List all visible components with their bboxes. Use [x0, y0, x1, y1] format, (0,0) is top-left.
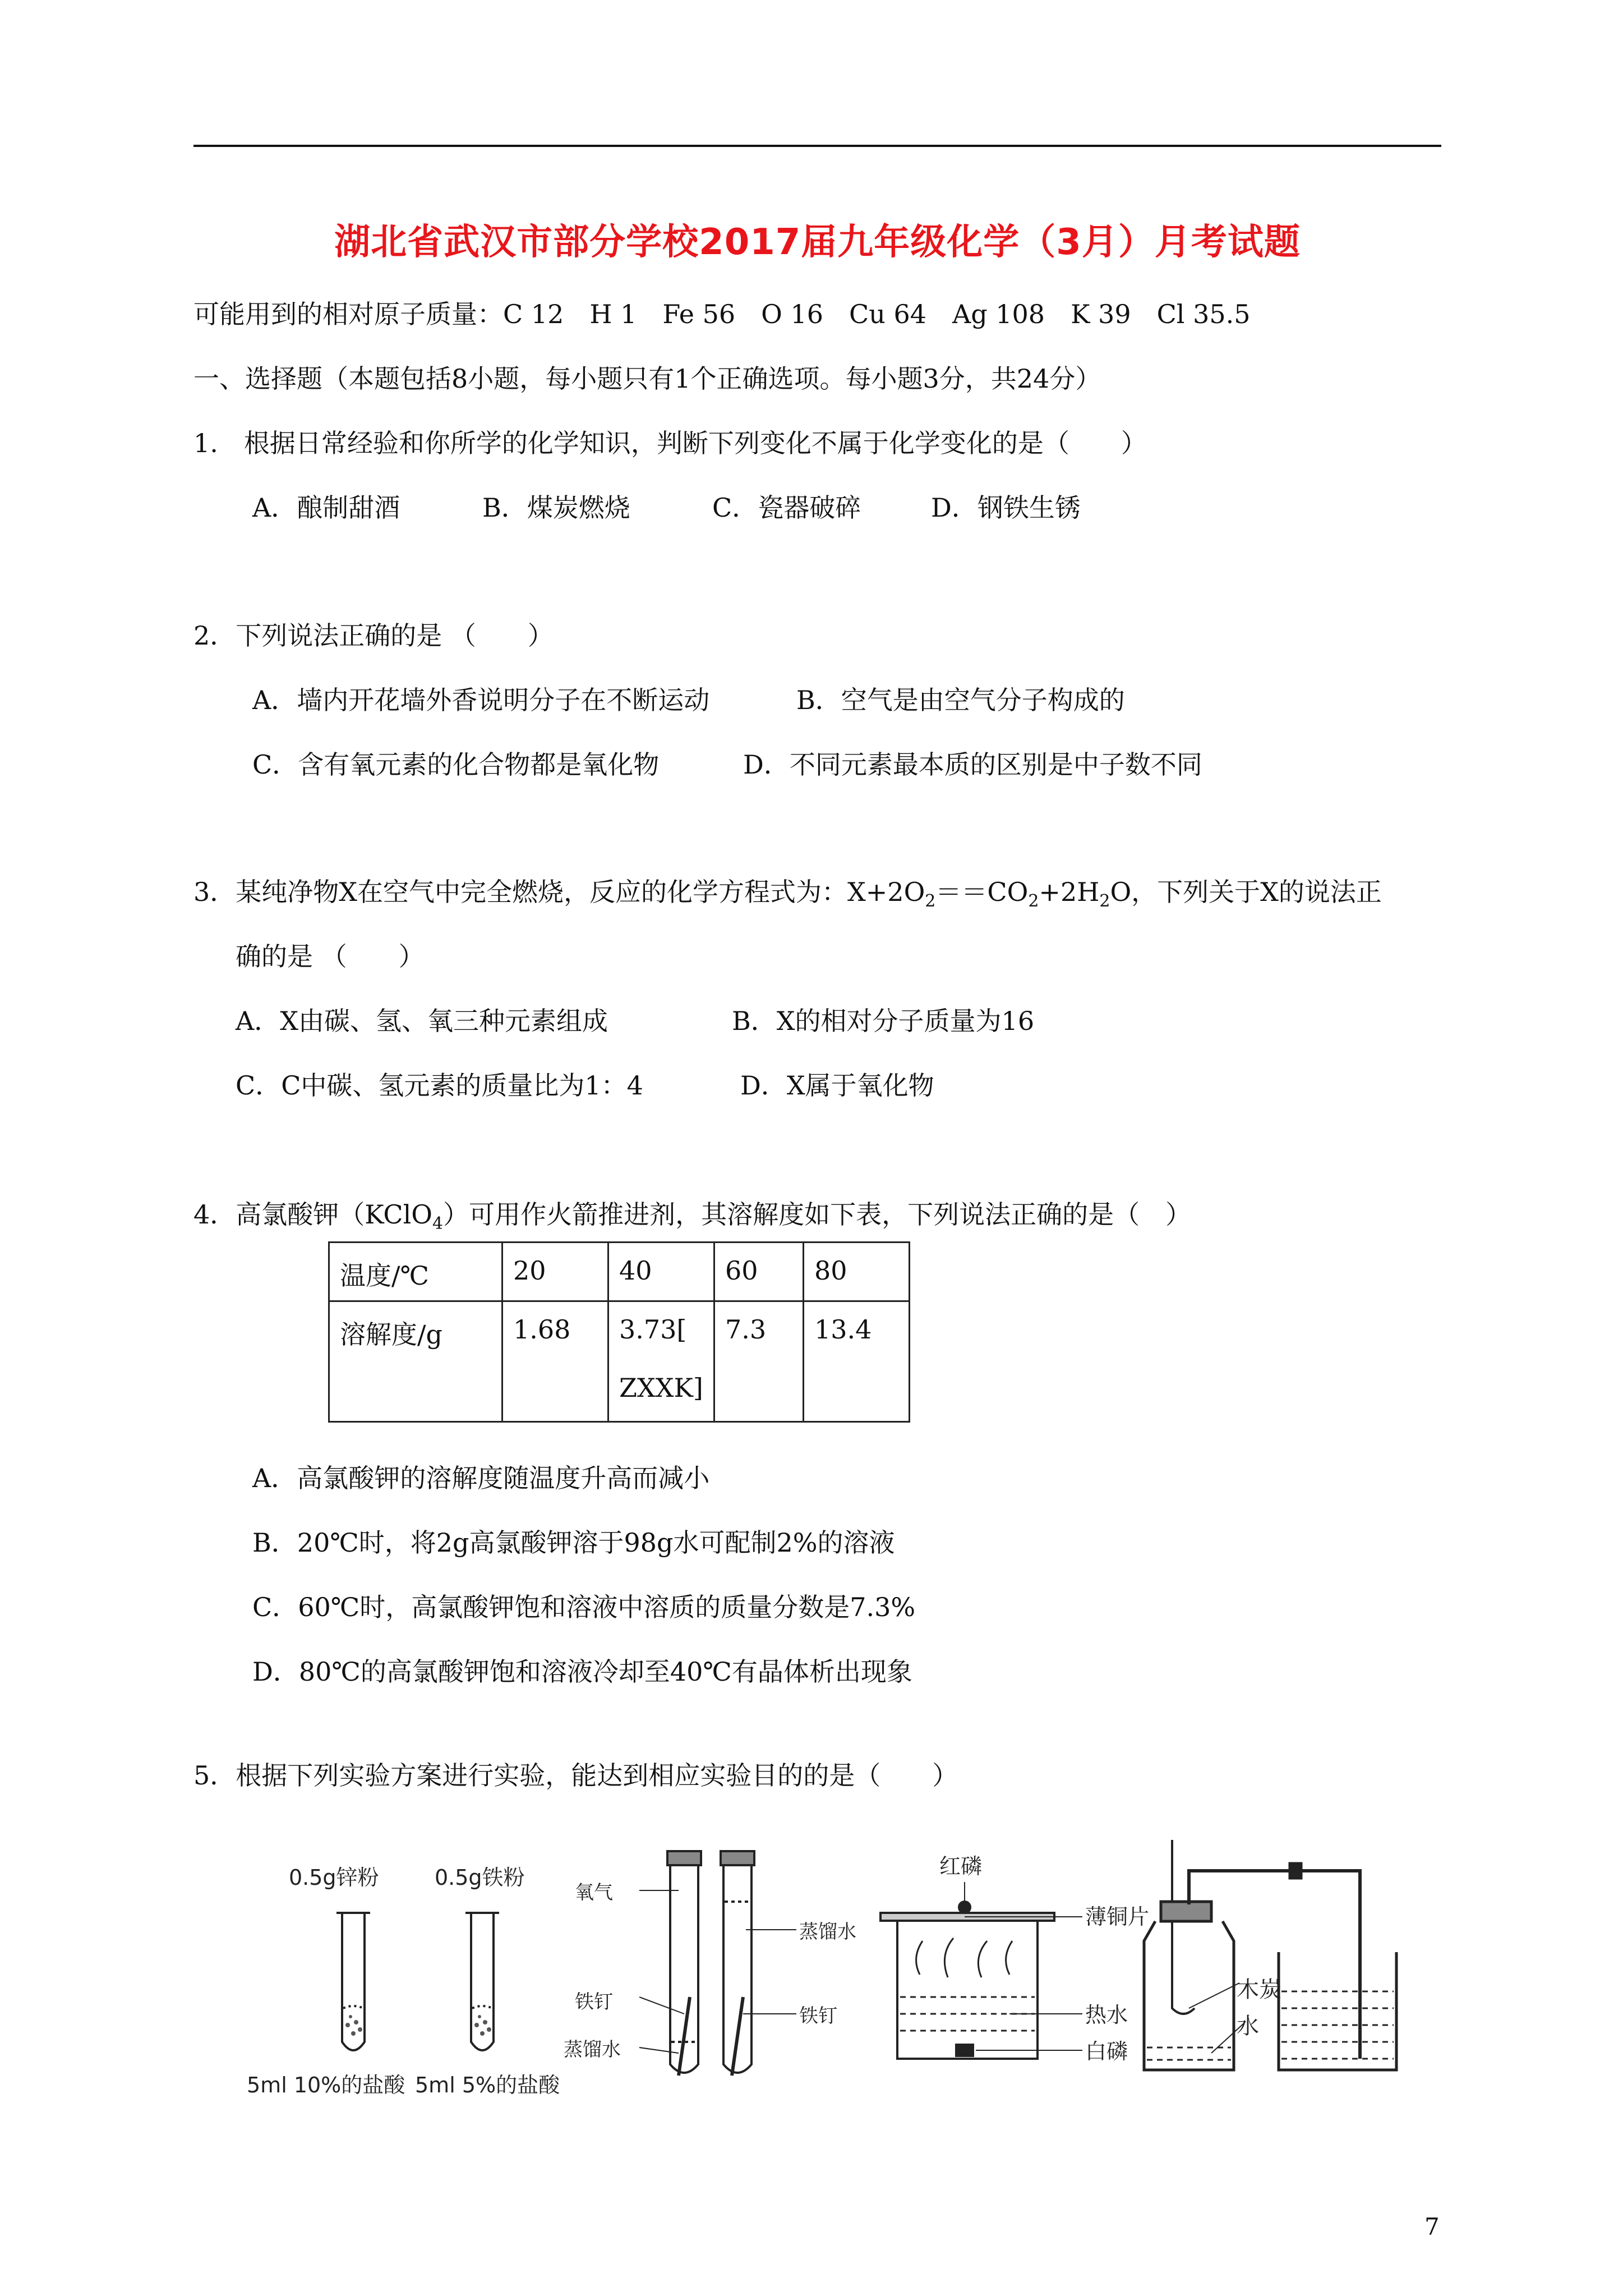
page-number: 7 — [1424, 2213, 1440, 2240]
q3-option-c: C．C中碳、氢元素的质量比为1：4 — [236, 1070, 643, 1101]
beaker — [897, 1921, 1038, 2059]
figure-iron-rust — [564, 1851, 856, 2076]
table-cell: 溶解度/g — [329, 1301, 502, 1422]
q2-option-d: D．不同元素最本质的区别是中子数不同 — [743, 749, 1202, 780]
q2-option-b: B．空气是由空气分子构成的 — [796, 685, 1125, 715]
label-nail-1: 铁钉 — [575, 1991, 613, 2013]
clamp — [1290, 1864, 1301, 1878]
table-cell: 20 — [502, 1243, 608, 1301]
section-heading: 一、选择题（本题包括8小题，每小题只有1个正确选项。每小题3分，共24分） — [193, 364, 1101, 394]
atomic-masses: 可能用到的相对原子质量：C 12 H 1 Fe 56 O 16 Cu 64 Ag 108 K 39 Cl 35.5 — [193, 299, 1251, 329]
q1-stem: 1. 根据日常经验和你所学的化学知识，判断下列变化不属于化学变化的是（ ） — [193, 428, 1147, 458]
figure-acid-metal — [247, 1865, 560, 2097]
red-phosphorus — [959, 1902, 970, 1913]
connecting-tube — [1189, 1871, 1360, 2059]
label-hot-water: 热水 — [1085, 2003, 1128, 2027]
q1-options — [252, 491, 1081, 524]
header-rule — [193, 145, 1441, 147]
q1-option-a: A．酿制甜酒 — [252, 493, 400, 523]
label-water-1: 蒸馏水 — [564, 2039, 621, 2061]
label-oxygen: 氧气 — [575, 1881, 613, 1904]
table-row — [329, 1301, 910, 1422]
stopper-2 — [721, 1851, 754, 1865]
label-red-phosphorus: 红磷 — [939, 1854, 983, 1879]
q3-option-b: B．X的相对分子质量为16 — [732, 1006, 1035, 1036]
q1-option-b: B．煤炭燃烧 — [482, 493, 630, 523]
solubility-table — [328, 1241, 910, 1423]
steam — [916, 1938, 1012, 1977]
label-white-phosphorus: 白磷 — [1085, 2039, 1128, 2064]
q3-option-a: A．X由碳、氢、氧三种元素组成 — [236, 1006, 608, 1036]
table-cell: 80 — [804, 1243, 910, 1301]
table-cell: 60 — [714, 1243, 804, 1301]
label-acid-2: 5ml 5%的盐酸 — [415, 2073, 560, 2097]
table-row — [329, 1243, 910, 1301]
q2-option-a: A．墙内开花墙外香说明分子在不断运动 — [252, 685, 710, 715]
q4-option-d: D．80℃的高氯酸钾饱和溶液冷却至40℃有晶体析出现象 — [252, 1657, 912, 1687]
table-cell: 1.68 — [502, 1301, 608, 1422]
table-cell: 温度/℃ — [329, 1243, 502, 1301]
label-copper: 薄铜片 — [1085, 1904, 1150, 1929]
q3-stem-cont: 确的是 （ ） — [236, 941, 425, 972]
table-cell: 7.3 — [714, 1301, 804, 1422]
label-nail-2: 铁钉 — [799, 2005, 837, 2027]
nail-2 — [732, 1997, 743, 2076]
white-phosphorus — [956, 2045, 973, 2056]
table-cell: 13.4 — [804, 1301, 910, 1422]
bottle-stopper — [1161, 1902, 1211, 1921]
nail-1 — [679, 1997, 690, 2076]
label-zinc: 0.5g锌粉 — [289, 1865, 379, 1890]
label-water: 水 — [1237, 2013, 1259, 2039]
experiment-figures — [236, 1829, 1503, 2143]
q3-option-d: D．X属于氧化物 — [740, 1070, 934, 1101]
q4-stem: 4．高氯酸钾（KClO$_4$）可用作火箭推进剂，其溶解度如下表，下列说法正确的是（ ） — [193, 1199, 1192, 1234]
q1-option-d: D．钢铁生锈 — [931, 493, 1081, 523]
label-iron: 0.5g铁粉 — [435, 1865, 525, 1890]
figure-combustion — [880, 1854, 1149, 2064]
q3-stem: 3．某纯净物X在空气中完全燃烧，反应的化学方程式为：$X+2O_2==CO_2+2H_2O$，下列关于X的说法正 — [193, 877, 1382, 912]
q5-stem: 5．根据下列实验方案进行实验，能达到相应实验目的的是（ ） — [193, 1760, 958, 1791]
label-charcoal: 木炭 — [1237, 1977, 1281, 2003]
figure-charcoal — [1144, 1840, 1396, 2070]
table-cell: 40 — [608, 1243, 714, 1301]
label-water-2: 蒸馏水 — [799, 1921, 856, 1943]
page-title: 湖北省武汉市部分学校2017届九年级化学（3月）月考试题 — [334, 222, 1301, 263]
stopper-1 — [667, 1851, 701, 1865]
q4-option-b: B．20℃时，将2g高氯酸钾溶于98g水可配制2%的溶液 — [252, 1527, 895, 1558]
q4-option-a: A．高氯酸钾的溶解度随温度升高而减小 — [252, 1463, 710, 1493]
label-acid-1: 5ml 10%的盐酸 — [247, 2073, 405, 2097]
table-cell: 3.73[ ZXXK] — [608, 1301, 714, 1422]
beaker-water — [1279, 1952, 1396, 2070]
q2-stem: 2．下列说法正确的是 （ ） — [193, 620, 554, 651]
q1-option-c: C．瓷器破碎 — [712, 493, 861, 523]
q2-option-c: C．含有氧元素的化合物都是氧化物 — [252, 749, 660, 780]
q4-option-c: C．60℃时，高氯酸钾饱和溶液中溶质的质量分数是7.3% — [252, 1592, 916, 1622]
